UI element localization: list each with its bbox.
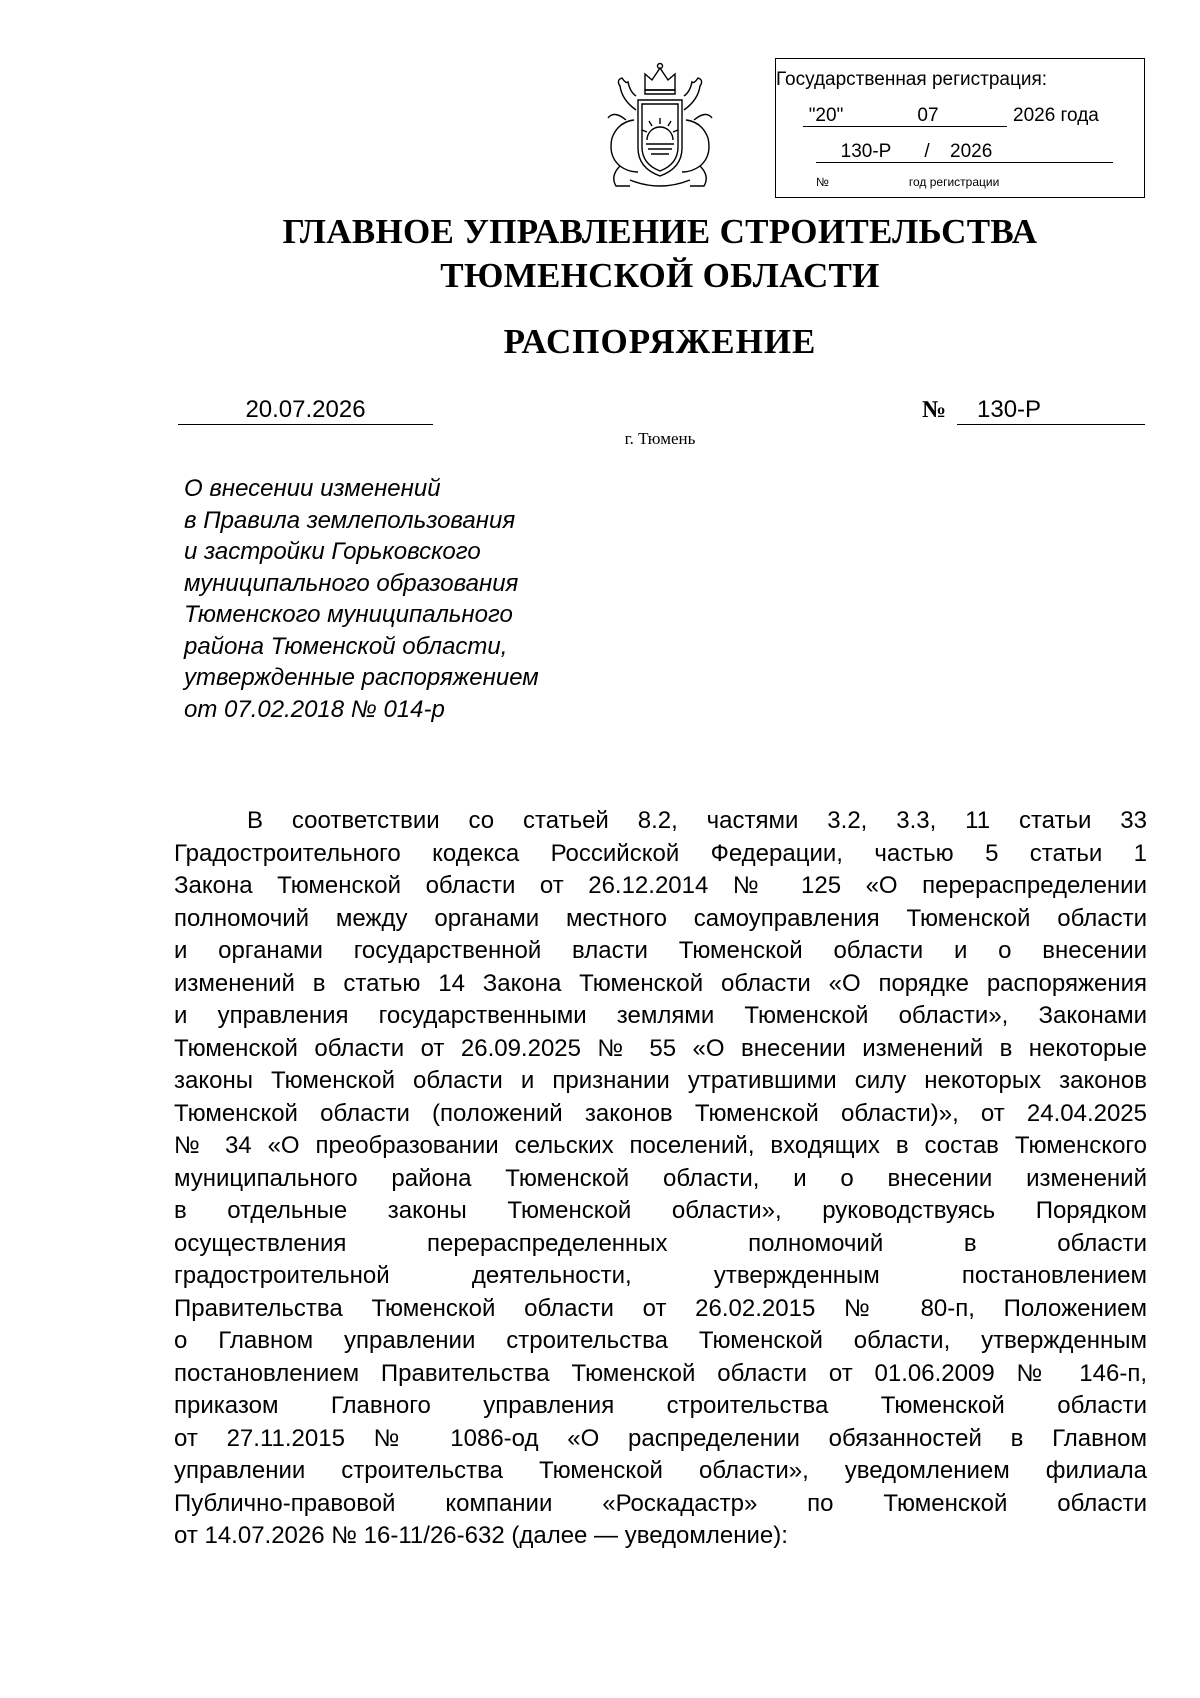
subject-line: в Правила землепользования: [184, 506, 516, 534]
document-number: 130-Р: [957, 396, 1145, 425]
registration-caption: [776, 175, 1144, 189]
registration-day: "20": [803, 106, 849, 127]
subject-line: и застройки Горьковского: [184, 538, 481, 565]
body-line: изменений в статью 14 Закона Тюменской области «О порядке распоряжения: [174, 969, 1147, 997]
body-line: градостроительной деятельности, утвержденным постановлением: [174, 1262, 1147, 1289]
document-type: РАСПОРЯЖЕНИЕ: [503, 322, 817, 361]
body-line: осуществления перераспределенных полномочий в области: [174, 1229, 1147, 1257]
subject-line: от 07.02.2018 № 014-р: [184, 695, 445, 723]
body-line: Тюменской области от 26.09.2025 № 55 «О внесении изменений в некоторые: [174, 1034, 1147, 1062]
organization-name: [0, 210, 1200, 298]
caption-year: год регистрации: [908, 175, 1000, 189]
body-line: и органами государственной власти Тюменской области и о внесении: [174, 937, 1147, 964]
organization-name-line2: ТЮМЕНСКОЙ ОБЛАСТИ: [440, 256, 880, 295]
registration-number: 130-Р: [816, 142, 916, 163]
document-number-sign: №: [922, 397, 947, 423]
body-line: муниципального района Тюменской области, и о внесении изменений: [174, 1164, 1147, 1192]
body-line: В соответствии со статьей 8.2, частями 3.2, 3.3, 11 статьи 33: [247, 807, 1147, 834]
document-subject: [184, 473, 604, 725]
registration-separator: /: [916, 142, 938, 163]
body-line: № 34 «О преобразовании сельских поселений, входящих в состав Тюменского: [174, 1132, 1147, 1159]
subject-line: муниципального образования: [184, 569, 519, 597]
body-line: Закона Тюменской области от 26.12.2014 № 125 «О перераспределении: [174, 872, 1147, 899]
document-date: 20.07.2026: [178, 396, 433, 425]
registration-date: [776, 105, 1144, 127]
organization-name-line1: ГЛАВНОЕ УПРАВЛЕНИЕ СТРОИТЕЛЬСТВА: [282, 212, 1038, 251]
body-line: в отдельные законы Тюменской области», руководствуясь Порядком: [174, 1197, 1147, 1224]
coat-of-arms-icon: [600, 60, 720, 192]
body-line: приказом Главного управления строительства Тюменской области: [174, 1392, 1147, 1419]
subject-line: района Тюменской области,: [184, 632, 508, 660]
subject-line: О внесении изменений: [184, 475, 441, 502]
body-line: Правительства Тюменской области от 26.02.2015 № 80-п, Положением: [174, 1294, 1147, 1322]
registration-stamp: [775, 58, 1145, 198]
subject-line: Тюменского муниципального: [184, 601, 513, 628]
registration-month: 07: [849, 106, 1007, 127]
body-line: и управления государственными землями Тюменской области», Законами: [174, 1002, 1147, 1029]
body-line: Публично-правовой компании «Роскадастр» по Тюменской области: [174, 1489, 1147, 1517]
body-line: Градостроительного кодекса Российской Федерации, частью 5 статьи 1: [174, 839, 1147, 867]
body-line: постановлением Правительства Тюменской области от 01.06.2009 № 146-п,: [174, 1359, 1147, 1387]
subject-line: утвержденные распоряжением: [184, 664, 539, 691]
body-line: от 14.07.2026 № 16-11/26-632 (далее — уведомление):: [174, 1522, 788, 1549]
body-line: о Главном управлении строительства Тюменской области, утвержденным: [174, 1327, 1147, 1354]
body-line: от 27.11.2015 № 1086-од «О распределении обязанностей в Главном: [174, 1424, 1147, 1452]
registration-year: 2026 года: [1013, 105, 1099, 126]
registration-reg-year: 2026: [938, 142, 1113, 163]
body-line: законы Тюменской области и признании утратившими силу некоторых законов: [174, 1067, 1147, 1094]
registration-title: Государственная регистрация:: [776, 69, 1048, 90]
body-line: полномочий между органами местного самоуправления Тюменской области: [174, 904, 1147, 932]
registration-number-line: [776, 141, 1144, 163]
document-body: [174, 805, 1147, 1553]
body-line: управлении строительства Тюменской области», уведомлением филиала: [174, 1457, 1147, 1484]
document-city: г. Тюмень: [624, 429, 696, 448]
caption-number: №: [816, 175, 829, 189]
body-line: Тюменской области (положений законов Тюменской области)», от 24.04.2025: [174, 1099, 1147, 1127]
